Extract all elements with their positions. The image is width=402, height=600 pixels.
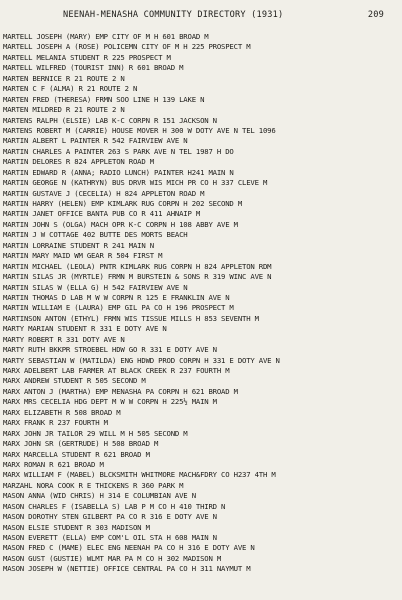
directory-entry: MARTIN EDWARD R (ANNA; RADIO LUNCH) PAINTER H241 MAIN N [3,167,234,177]
directory-listing [3,32,396,575]
directory-entry: MASON FRED C (MAME) ELEC ENG NEENAH PA CO H 316 E DOTY AVE N [3,543,255,553]
directory-entry: MARX ROMAN R 621 BROAD M [3,459,104,469]
directory-entry: MASON ANNA (WID CHRIS) H 314 E COLUMBIAN AVE N [3,491,196,501]
directory-entry: MARTIN CHARLES A PAINTER 263 S PARK AVE N TEL 1987 H DO [3,146,234,156]
directory-entry: MARTELL JOSEPH A (ROSE) POLICEMN CITY OF M H 225 PROSPECT M [3,42,251,52]
directory-entry: MARX ANDREW STUDENT R 505 SECOND M [3,376,146,386]
directory-entry: MARTIN MICHAEL (LEOLA) PNTR KIMLARK RUG CORPN H 824 APPLETON RDM [3,261,272,271]
directory-entry: MARTIN GEORGE N (KATHRYN) BUS DRVR WIS MICH PR CO H 337 CLEVE M [3,178,268,188]
page-header [3,10,396,24]
directory-title: NEENAH-MENASHA COMMUNITY DIRECTORY (1931) [63,10,284,20]
directory-entry: MARX MARCELLA STUDENT R 621 BROAD M [3,449,150,459]
page-number: 209 [367,10,384,20]
directory-entry: MARX JOHN JR TAILOR 29 WILL M H 505 SECOND M [3,428,188,438]
directory-entry: MARTIN WILLIAM E (LAURA) EMP GIL PA CO H 196 PROSPECT M [3,303,234,313]
directory-entry: MARTEN FRED (THERESA) FRMN SOO LINE H 139 LAKE N [3,94,205,104]
directory-entry: MARTIN HARRY (HELEN) EMP KIMLARK RUG CORPN H 202 SECOND M [3,199,243,208]
directory-entry: MARX WILLIAM F (MABEL) BLCKSMITH WHITMORE MACH&FDRY CO H237 4TH M [3,470,276,480]
directory-entry: MARX JOHN SR (GERTRUDE) H 508 BROAD M [3,439,159,449]
directory-entry: MARTIN SILAS JR (MYRTLE) FRMN M BURSTEIN & SONS R 319 WINC AVE N [3,272,272,282]
directory-entry: MARX MRS CECELIA HDG DEPT M W W CORPN H 225½ MAIN M [3,397,217,407]
directory-entry: MARTIN GUSTAVE J (CECELIA) H 824 APPLETON ROAD M [3,188,205,198]
directory-entry: MARTY MARIAN STUDENT R 331 E DOTY AVE N [3,324,167,334]
directory-entry: MARTIN SILAS W (ELLA G) H 542 FAIRVIEW AVE N [3,282,188,292]
directory-entry: MARTY SEBASTIAN W (MATILDA) ENG HDWD PROD CORPN H 331 E DOTY AVE N [3,355,280,365]
directory-entry: MASON ELSIE STUDENT R 303 MADISON M [3,522,150,532]
directory-entry: MASON DOROTHY STEN GILBERT PA CO R 316 E DOTY AVE N [3,512,217,522]
directory-entry: MARTELL JOSEPH (MARY) EMP CITY OF M H 601 BROAD M [3,32,209,41]
directory-entry: MASON CHARLES F (ISABELLA S) LAB P M CO H 410 THIRD N [3,501,226,511]
directory-entry: MARX ADELBERT LAB FARMER AT BLACK CREEK R 237 FOURTH M [3,366,230,375]
directory-entry: MARTIN THOMAS D LAB M W W CORPN R 125 E FRANKLIN AVE N [3,292,230,302]
directory-entry: MARTELL WILFRED (TOURIST INN) R 601 BROAD M [3,63,184,73]
directory-entry: MARX ANTON J (MARTHA) EMP MENASHA PA CORPN H 621 BROAD M [3,386,238,396]
directory-entry: MARTINSON ANTON (ETHYL) FRMN WIS TISSUE MILLS H 853 SEVENTH M [3,313,259,323]
directory-entry: MARTEN BERNICE R 21 ROUTE 2 N [3,73,125,83]
directory-entry: MASON EVERETT (ELLA) EMP COM'L OIL STA H 608 MAIN N [3,533,217,542]
directory-entry: MARZAHL NORA COOK R E THICKENS R 360 PARK M [3,480,184,490]
directory-entry: MARTIN MARY MAID WM GEAR R 504 FIRST M [3,251,163,261]
directory-entry: MARTENS ROBERT M (CARRIE) HOUSE MOVER H 300 W DOTY AVE N TEL 1096 [3,125,276,135]
directory-entry: MARTEN C F (ALMA) R 21 ROUTE 2 N [3,84,138,94]
directory-entry: MARTENS RALPH (ELSIE) LAB K-C CORPN R 151 JACKSON N [3,115,217,125]
directory-entry: MARX FRANK R 237 FOURTH M [3,418,108,428]
directory-entry: MARTIN JOHN S (OLGA) MACH OPR K-C CORPN H 108 ABBY AVE M [3,219,238,229]
directory-entry: MARTIN JANET OFFICE BANTA PUB CO R 411 AHNAIP M [3,209,201,219]
directory-entry: MARTEN MILDRED R 21 ROUTE 2 N [3,105,125,115]
directory-entry: MARX ELIZABETH R 508 BROAD M [3,407,121,417]
directory-entry: MARTY RUTH BKKPR STROEBEL HDW GO R 331 E DOTY AVE N [3,345,217,355]
directory-entry: MASON JOSEPH W (NETTIE) OFFICE CENTRAL PA CO H 311 NAYMUT M [3,564,251,574]
directory-entry: MARTELL MELANIA STUDENT R 225 PROSPECT M [3,52,171,62]
directory-entry: MARTIN DELORES R 824 APPLETON ROAD M [3,157,154,167]
directory-entry: MARTIN LORRAINE STUDENT R 241 MAIN N [3,240,154,250]
directory-entry: MARTY ROBERT R 331 DOTY AVE N [3,334,125,344]
directory-entry: MARTIN J W COTTAGE 402 BUTTE DES MORTS BEACH [3,230,188,240]
directory-entry: MASON GUST (GUSTIE) WLMT MAR PA M CO H 302 MADISON M [3,553,222,563]
directory-entry: MARTIN ALBERT L PAINTER R 542 FAIRVIEW AVE N [3,136,188,146]
